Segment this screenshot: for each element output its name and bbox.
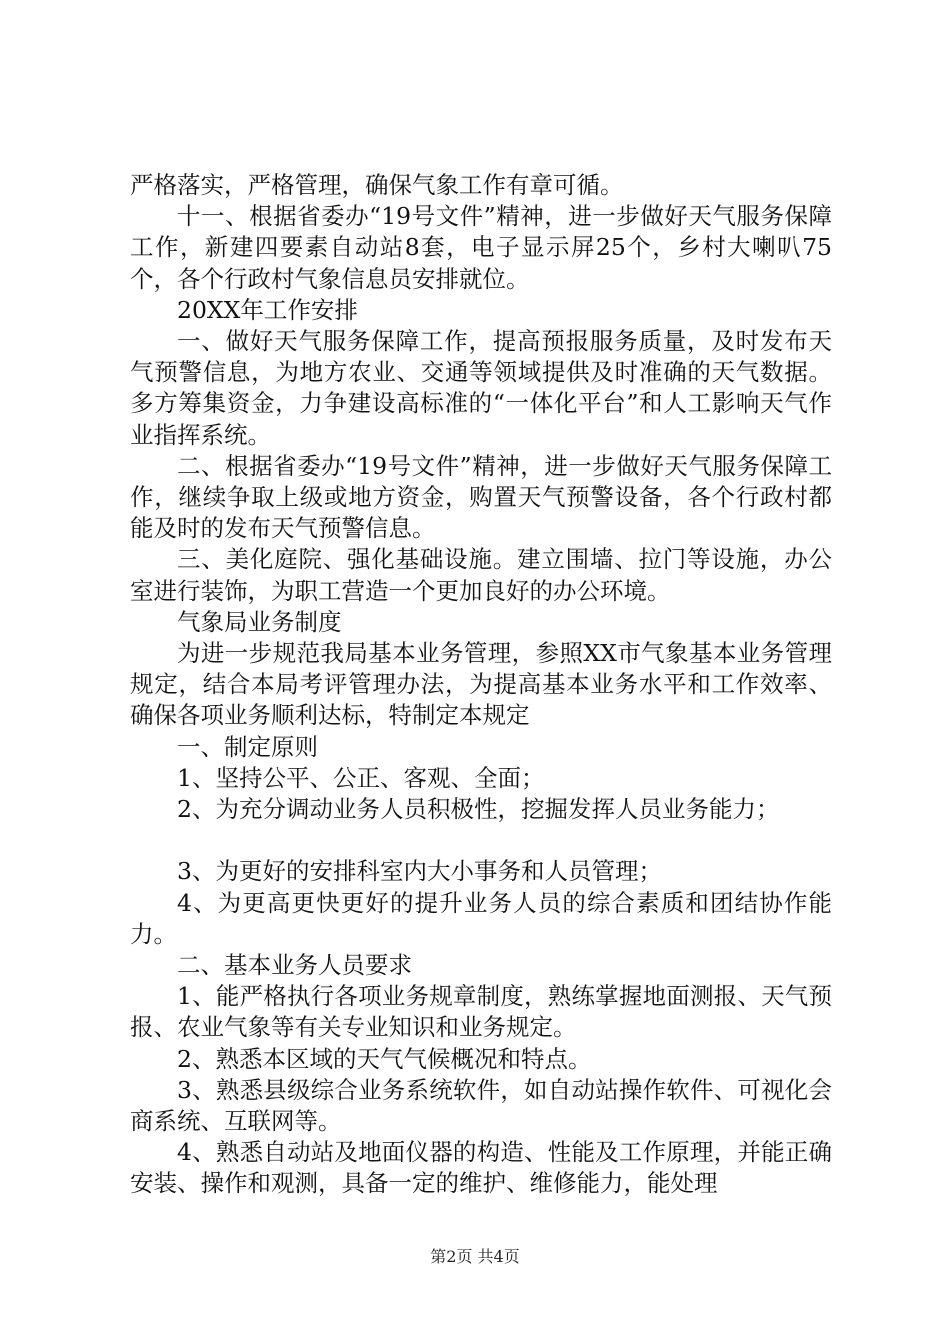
paragraph: 20XX年工作安排 xyxy=(177,295,358,324)
paragraph: 一、做好天气服务保障工作，提高预报服务质量，及时发布天气预警信息，为地方农业、交通等领域提供及时准确的天气数据。多方筹集资金，力争建设高标准的“一体化平台”和人工影响天气作业指挥系统。 xyxy=(130,327,832,449)
paragraph: 三、美化庭院、强化基础设施。建立围墙、拉门等设施，办公室进行装饰，为职工营造一个更加良好的办公环境。 xyxy=(130,545,832,605)
paragraph: 3、为更好的安排科室内大小事务和人员管理； xyxy=(177,857,662,886)
paragraph: 气象局业务制度 xyxy=(177,607,342,636)
paragraph: 二、根据省委办“19号文件”精神，进一步做好天气服务保障工作，继续争取上级或地方资金，购置天气预警设备，各个行政村都能及时的发布天气预警信息。 xyxy=(130,451,832,543)
paragraph: 4、熟悉自动站及地面仪器的构造、性能及工作原理，并能正确安装、操作和观测，具备一定的维护、维修能力，能处理 xyxy=(130,1138,832,1198)
paragraph: 2、熟悉本区域的天气气候概况和特点。 xyxy=(177,1044,592,1073)
paragraph: 十一、根据省委办“19号文件”精神，进一步做好天气服务保障工作，新建四要素自动站8套，电子显示屏25个，乡村大喇叭75个，各个行政村气象信息员安排就位。 xyxy=(130,202,832,293)
paragraph: 3、熟悉县级综合业务系统软件，如自动站操作软件、可视化会商系统、互联网等。 xyxy=(130,1075,832,1136)
document-body xyxy=(130,170,832,1200)
paragraph: 1、能严格执行各项业务规章制度，熟练掌握地面测报、天气预报、农业气象等有关专业知识和业务规定。 xyxy=(130,982,832,1042)
page-footer: 第2页 共4页 xyxy=(430,1247,520,1266)
paragraph: 2、为充分调动业务人员积极性，挖掘发挥人员业务能力； xyxy=(177,795,780,824)
paragraph: 二、基本业务人员要求 xyxy=(177,951,412,980)
blank-line xyxy=(130,825,832,856)
paragraph: 严格落实，严格管理，确保气象工作有章可循。 xyxy=(130,171,624,199)
paragraph: 4、为更高更快更好的提升业务人员的综合素质和团结协作能力。 xyxy=(130,888,832,948)
paragraph: 为进一步规范我局基本业务管理，参照XX市气象基本业务管理规定，结合本局考评管理办法，为提高基本业务水平和工作效率、确保各项业务顺利达标，特制定本规定 xyxy=(130,639,832,730)
paragraph: 一、制定原则 xyxy=(177,732,318,761)
paragraph: 1、坚持公平、公正、客观、全面； xyxy=(177,763,545,792)
